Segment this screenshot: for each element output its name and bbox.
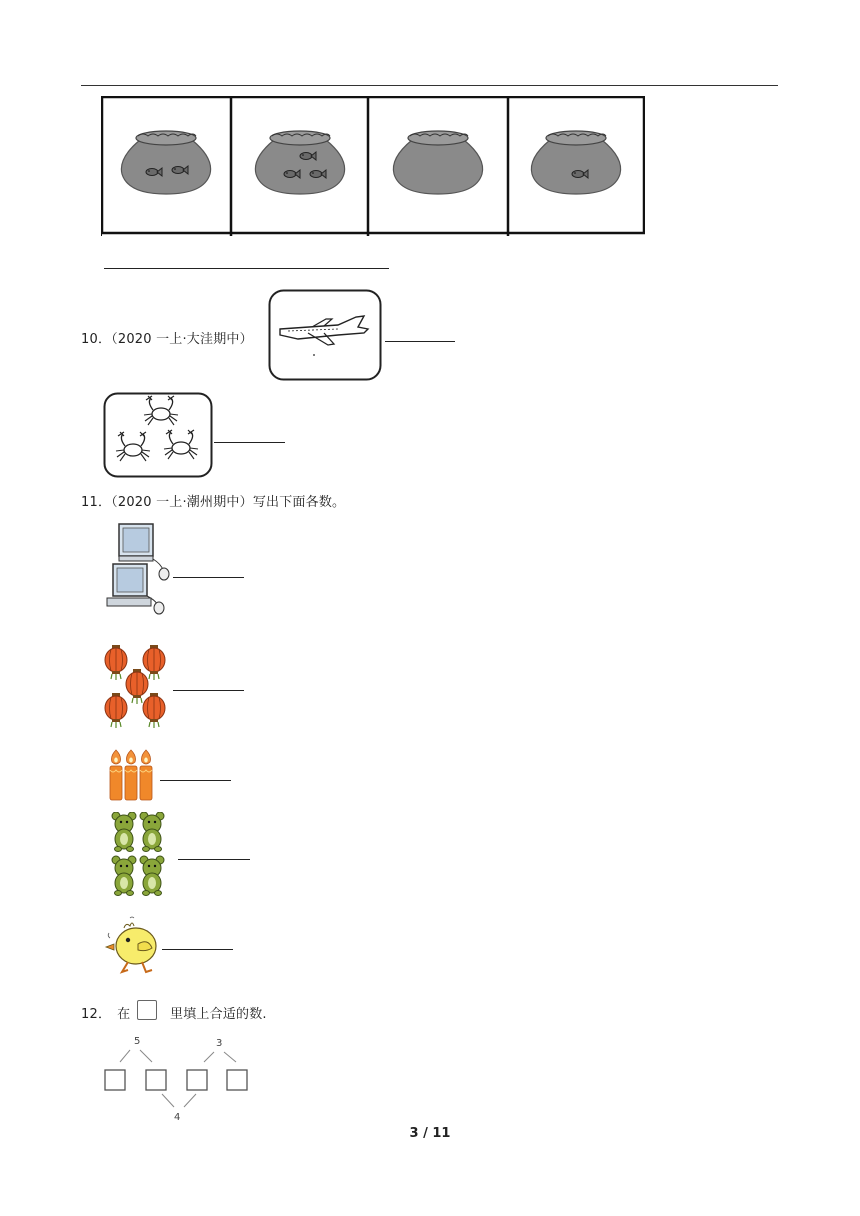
number-bond-svg: [100, 1034, 255, 1124]
q11-answer-line-bears[interactable]: [178, 859, 250, 860]
q10-answer-line-1[interactable]: [385, 341, 455, 342]
airplane-icon: [268, 289, 382, 381]
q12-number: 12．: [81, 1007, 112, 1022]
bond-bottom: 4: [174, 1112, 181, 1123]
bears-picture: [110, 812, 168, 896]
lantern-icon: [105, 693, 127, 728]
candle-icon: [125, 750, 137, 800]
chick-icon: [104, 914, 160, 976]
lantern-icon: [104, 640, 172, 730]
q11-answer-line-chick[interactable]: [162, 949, 233, 950]
chick-picture: [104, 914, 160, 976]
bear-icon: [112, 812, 136, 852]
q12-label: [81, 1003, 130, 1022]
number-bond-diagram: [100, 1034, 255, 1124]
q11-answer-line-lanterns[interactable]: [173, 690, 244, 691]
bear-icon: [140, 856, 164, 896]
lantern-icon: [105, 645, 127, 680]
bear-icon: [110, 812, 168, 896]
lantern-icon: [126, 669, 148, 704]
crabs-icon: [103, 392, 213, 478]
candle-icon: [110, 750, 122, 800]
q11-number: 11．: [81, 495, 112, 510]
q11-source: （2020 一上·潮州期中）: [111, 495, 253, 510]
bond-box-2[interactable]: [146, 1070, 166, 1090]
computers-picture: [103, 522, 173, 616]
bond-box-3[interactable]: [187, 1070, 207, 1090]
bond-top-right: 3: [216, 1038, 223, 1049]
q12-text-after: 里填上合适的数.: [170, 1007, 267, 1022]
bear-icon: [140, 812, 164, 852]
q11-prompt: 写出下面各数。: [252, 495, 346, 510]
fishbowl-strip-svg: [101, 96, 645, 236]
candle-icon: [106, 748, 158, 802]
lanterns-picture: [104, 640, 172, 730]
q10-label: [81, 328, 253, 347]
lantern-icon: [143, 693, 165, 728]
q10-source: （2020 一上·大洼期中）: [111, 332, 253, 347]
bear-icon: [112, 856, 136, 896]
q11-answer-line-candles[interactable]: [160, 780, 231, 781]
crabs-picture: [103, 392, 213, 478]
q10-answer-line-2[interactable]: [214, 442, 285, 443]
candles-picture: [106, 748, 158, 802]
q12-text-after-wrap: [170, 1003, 267, 1022]
fishbowl-strip: [101, 96, 645, 236]
bond-box-4[interactable]: [227, 1070, 247, 1090]
computer-icon: [103, 522, 173, 616]
header-rule: [81, 85, 778, 86]
page-number: 3 / 11: [409, 1126, 451, 1141]
q12-inline-box: [137, 1000, 157, 1020]
q11-label: [81, 491, 345, 510]
bond-top-left: 5: [134, 1036, 141, 1047]
bond-box-1[interactable]: [105, 1070, 125, 1090]
airplane-picture: [268, 289, 382, 381]
q10-number: 10．: [81, 332, 112, 347]
lantern-icon: [143, 645, 165, 680]
bowls-answer-line[interactable]: [104, 268, 389, 269]
q11-answer-line-computers[interactable]: [173, 577, 244, 578]
candle-icon: [140, 750, 152, 800]
q12-text-before: 在: [117, 1007, 131, 1022]
